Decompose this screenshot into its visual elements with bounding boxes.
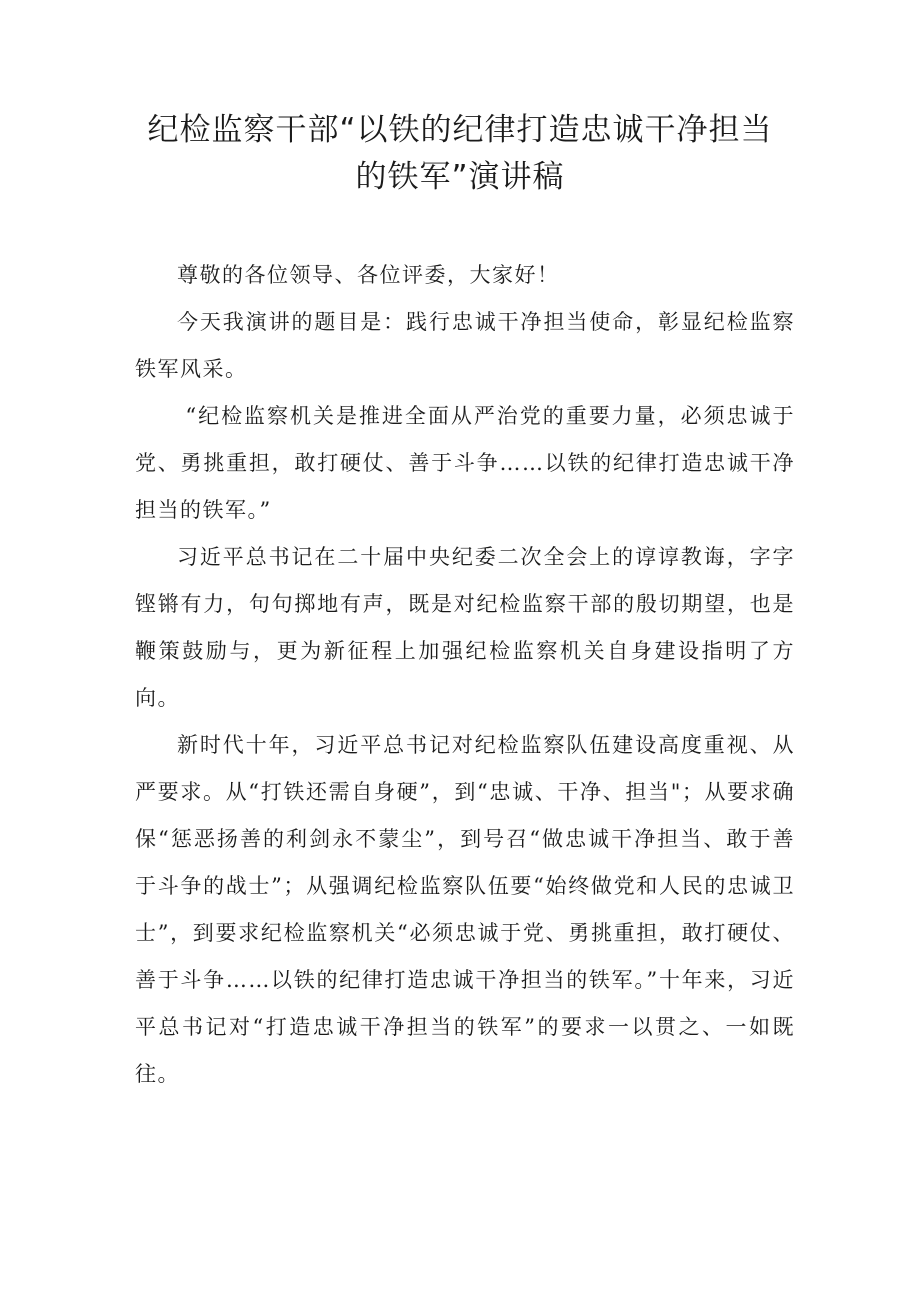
title-line-2: 的铁军”演讲稿: [355, 159, 565, 195]
document-title: [0, 107, 920, 201]
body-paragraph: 新时代十年，习近平总书记对纪检监察队伍建设高度重视、从严要求。从“打铁还需自身硬”，到“忠诚、干净、担当"；从要求确保“惩恶扬善的利剑永不蒙尘”，到号召“做忠诚干净担当、敢于善于斗争的战士”；从强调纪检监察队伍要“始终做党和人民的忠诚卫士”，到要求纪检监察机关“必须忠诚于党、勇挑重担，敢打硬仗、善于斗争……以铁的纪律打造忠诚干净担当的铁军。”十年来，习近平总书记对“打造忠诚干净担当的铁军”的要求一以贯之、一如既往。: [135, 733, 795, 1086]
title-line-1: 纪检监察干部“以铁的纪律打造忠诚干净担当: [147, 112, 773, 148]
quote-paragraph: “纪检监察机关是推进全面从严治党的重要力量，必须忠诚于党、勇挑重担，敢打硬仗、善于斗争……以铁的纪律打造忠诚干净担当的铁军。”: [135, 404, 795, 522]
topic-paragraph: 今天我演讲的题目是：践行忠诚干净担当使命，彰显纪检监察铁军风采。: [135, 310, 795, 381]
document-body: [135, 252, 795, 1098]
body-paragraph: 习近平总书记在二十届中央纪委二次全会上的谆谆教诲，字字铿锵有力，句句掷地有声，既是对纪检监察干部的殷切期望，也是鞭策鼓励与，更为新征程上加强纪检监察机关自身建设指明了方向。: [135, 545, 795, 710]
greeting-paragraph: 尊敬的各位领导、各位评委，大家好！: [177, 263, 560, 287]
